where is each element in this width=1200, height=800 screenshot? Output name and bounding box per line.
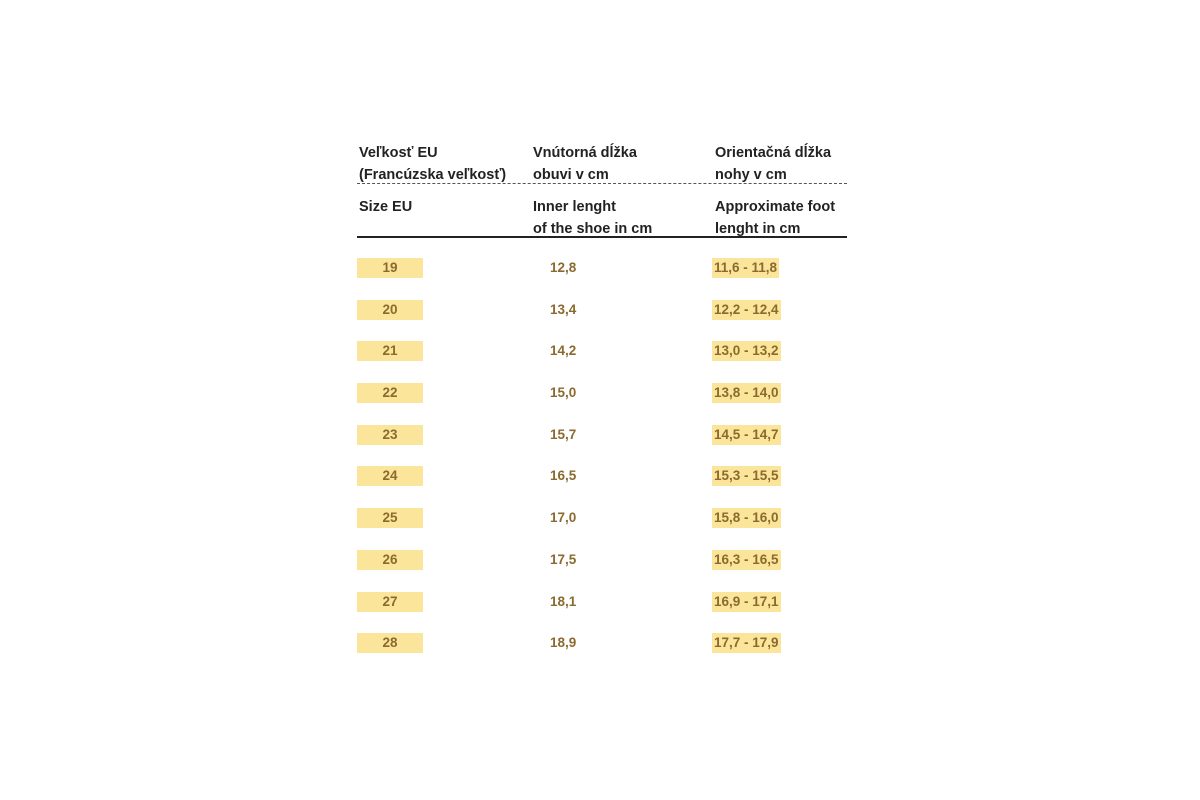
header-row-slovak	[357, 138, 847, 184]
size-cell: 20	[357, 300, 423, 320]
foot-length-cell: 12,2 - 12,4	[712, 300, 781, 320]
size-cell: 23	[357, 425, 423, 445]
header-text: (Francúzska veľkosť)	[359, 167, 507, 183]
header-size-eu-en	[359, 196, 412, 218]
header-size-eu-sk	[359, 142, 506, 186]
table-row	[357, 258, 847, 300]
table-row	[357, 300, 847, 342]
size-cell: 24	[357, 466, 423, 486]
table-row	[357, 550, 847, 592]
header-row-english	[357, 192, 847, 238]
table-row	[357, 425, 847, 467]
table-row	[357, 592, 847, 634]
inner-length-cell: 17,5	[550, 551, 577, 567]
foot-length-cell: 13,8 - 14,0	[712, 383, 781, 403]
foot-length-cell: 16,3 - 16,5	[712, 550, 781, 570]
header-text: Veľkosť EU	[359, 145, 438, 161]
foot-length-cell: 14,5 - 14,7	[712, 425, 781, 445]
inner-length-cell: 18,1	[550, 593, 577, 609]
table-row	[357, 508, 847, 550]
header-text: Orientačná dĺžka	[715, 145, 832, 161]
header-text: Approximate foot	[715, 199, 836, 215]
table-row	[357, 633, 847, 675]
table-row	[357, 383, 847, 425]
header-inner-length-sk	[533, 142, 637, 186]
inner-length-cell: 16,5	[550, 468, 577, 484]
size-cell: 28	[357, 633, 423, 653]
inner-length-cell: 15,0	[550, 385, 577, 401]
foot-length-cell: 17,7 - 17,9	[712, 633, 781, 653]
size-cell: 26	[357, 550, 423, 570]
table-body	[357, 258, 847, 675]
size-cell: 22	[357, 383, 423, 403]
size-cell: 21	[357, 341, 423, 361]
inner-length-cell: 15,7	[550, 426, 577, 442]
inner-length-cell: 13,4	[550, 301, 577, 317]
header-text: lenght in cm	[715, 221, 801, 237]
foot-length-cell: 16,9 - 17,1	[712, 592, 781, 612]
inner-length-cell: 18,9	[550, 635, 577, 651]
header-text: nohy v cm	[715, 167, 787, 183]
header-foot-length-sk	[715, 142, 831, 186]
header-foot-length-en	[715, 196, 835, 240]
size-cell: 19	[357, 258, 423, 278]
inner-length-cell: 14,2	[550, 343, 577, 359]
header-text: Inner lenght	[533, 199, 616, 215]
header-text: Vnútorná dĺžka	[533, 145, 637, 161]
table-row	[357, 466, 847, 508]
header-text: of the shoe in cm	[533, 221, 653, 237]
inner-length-cell: 17,0	[550, 510, 577, 526]
foot-length-cell: 15,8 - 16,0	[712, 508, 781, 528]
foot-length-cell: 15,3 - 15,5	[712, 466, 781, 486]
foot-length-cell: 11,6 - 11,8	[712, 258, 779, 278]
size-chart-table	[357, 138, 847, 675]
size-cell: 27	[357, 592, 423, 612]
header-inner-length-en	[533, 196, 652, 240]
size-cell: 25	[357, 508, 423, 528]
inner-length-cell: 12,8	[550, 260, 577, 275]
header-text: obuvi v cm	[533, 167, 609, 183]
header-text: Size EU	[359, 199, 413, 215]
foot-length-cell: 13,0 - 13,2	[712, 341, 781, 361]
table-row	[357, 341, 847, 383]
